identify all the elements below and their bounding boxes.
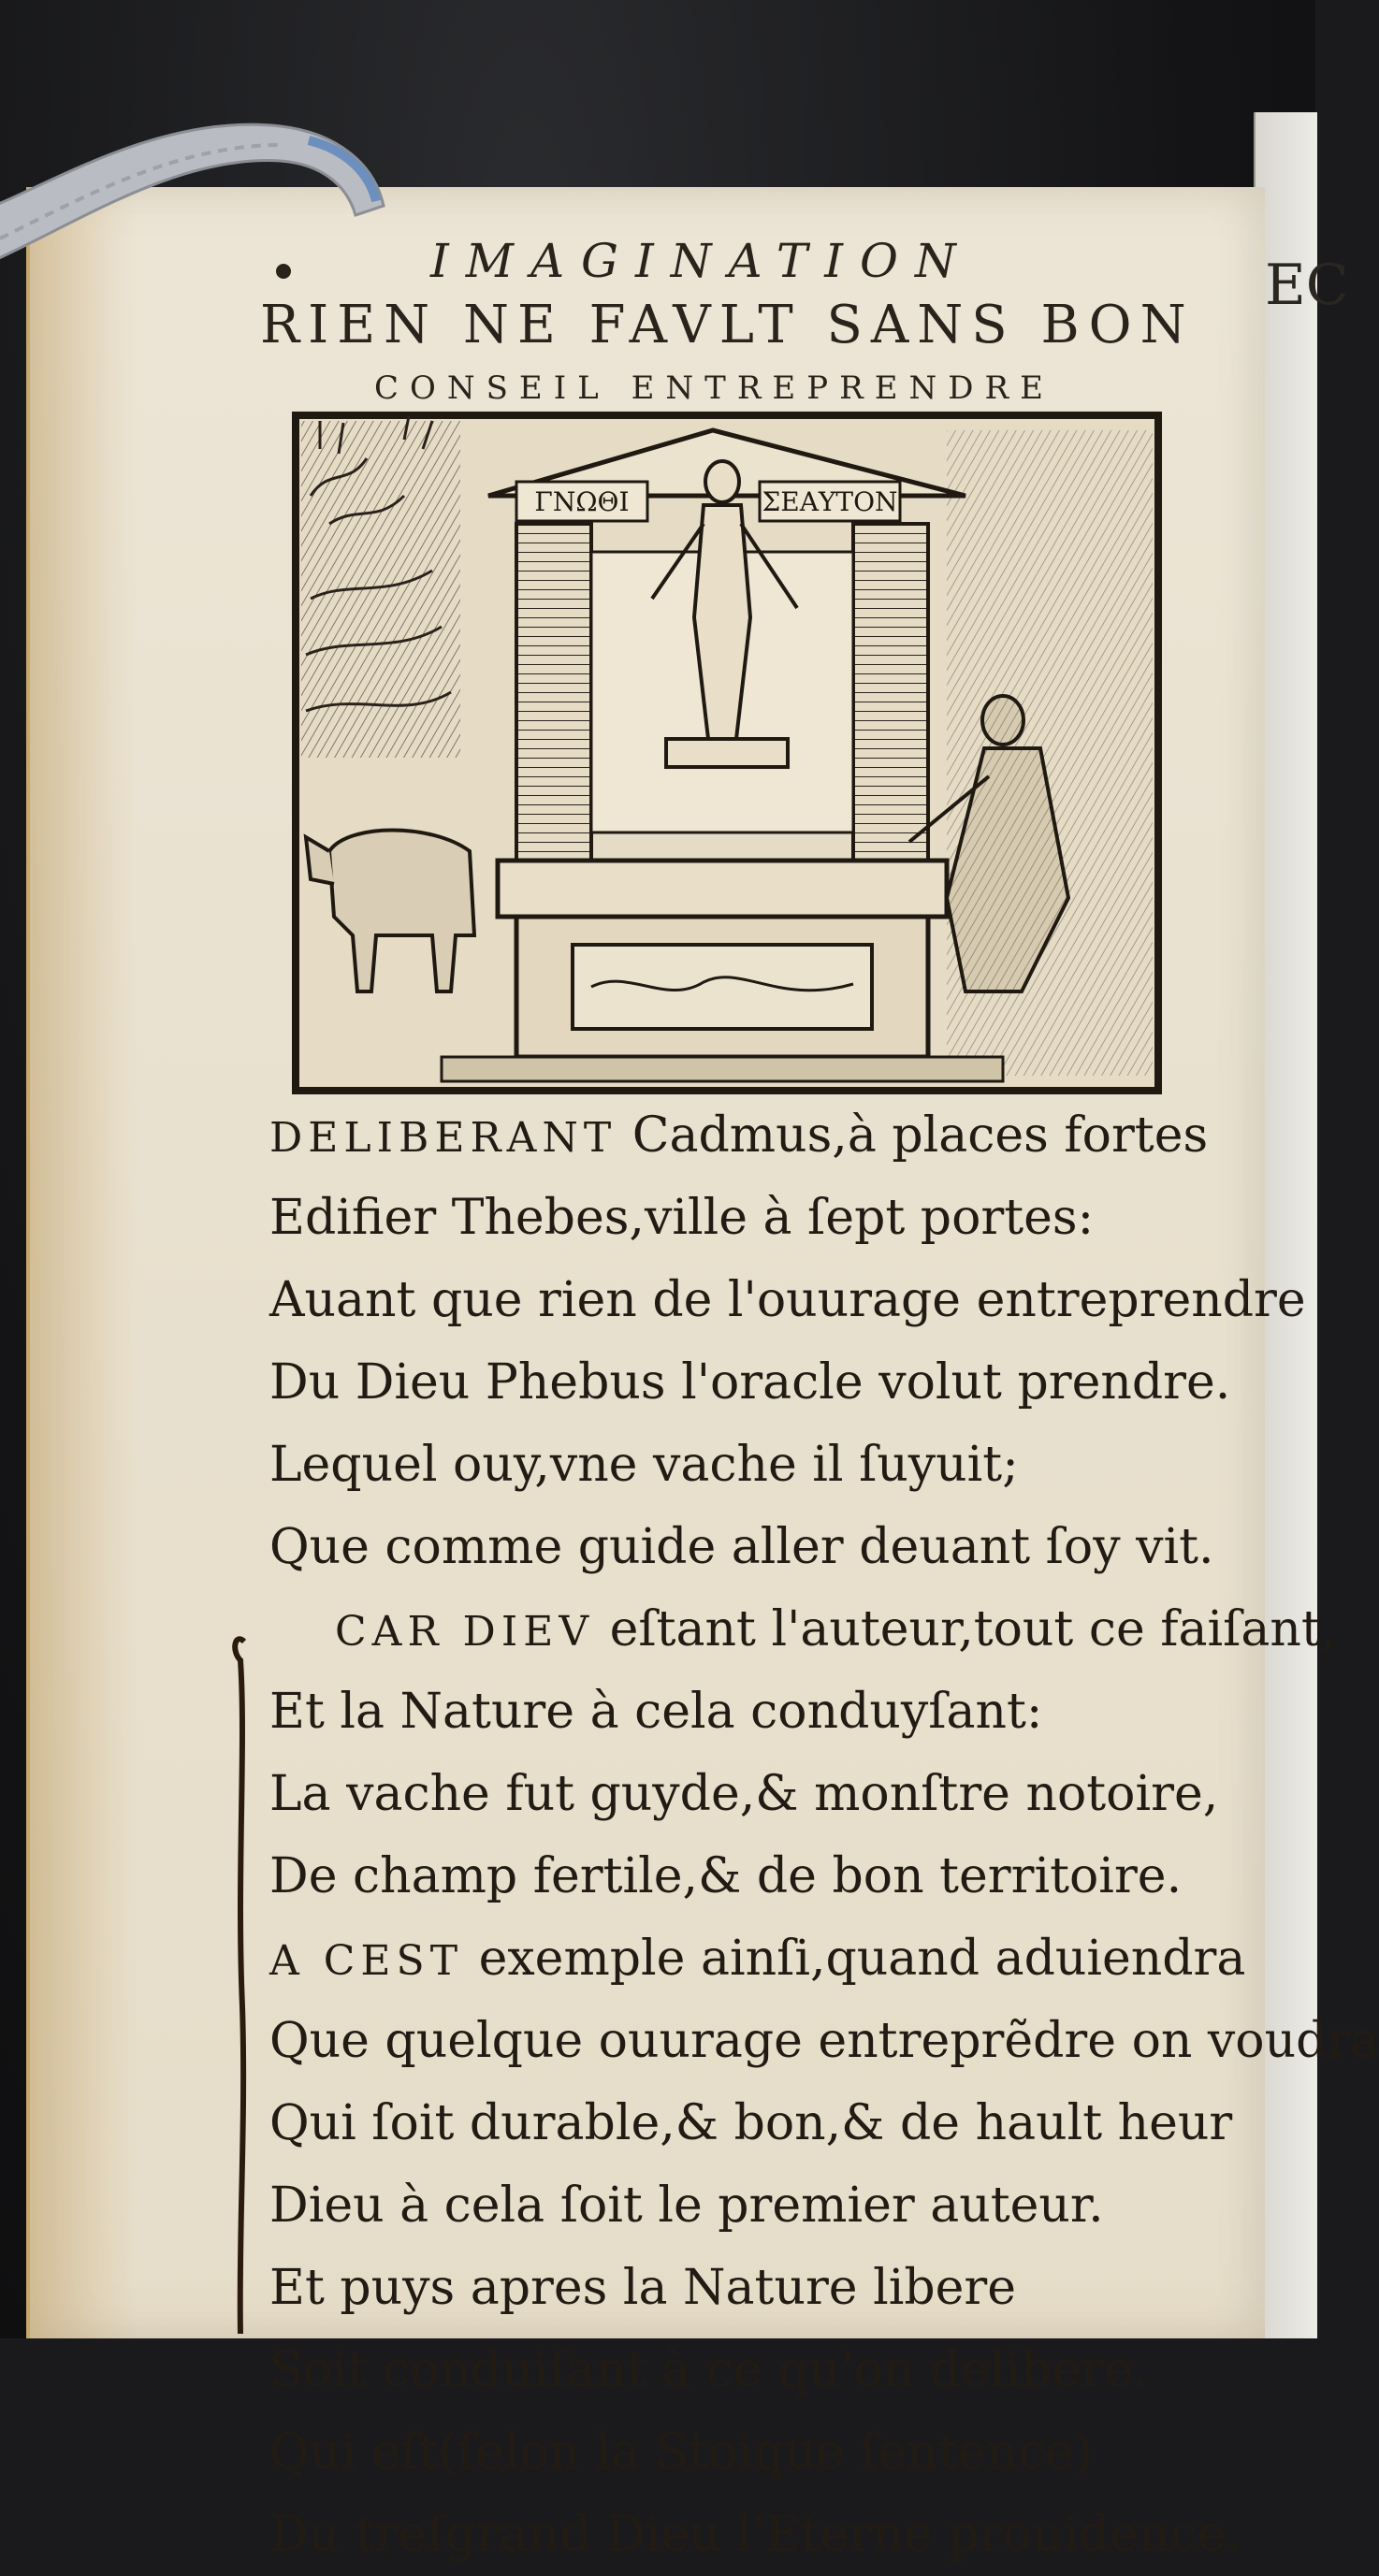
verse-line: Auant que rien de l'ouurage entreprendre xyxy=(269,1272,1306,1328)
inscription-left: ΓΝΩΘΙ xyxy=(534,486,630,517)
verse-line: Que comme guide aller deuant ſoy vit. xyxy=(269,1519,1214,1575)
verse-line: Que quelque ouurage entreprẽdre on voudra xyxy=(269,2013,1379,2069)
woodcut-illustration xyxy=(292,412,1162,1094)
margin-ink-line xyxy=(227,1632,255,2338)
verse-line: Dieu à cela ſoit le premier auteur. xyxy=(269,2178,1104,2234)
inscription-right: ΣΕΑΥΤΟΝ xyxy=(762,486,898,517)
neighbor-page-text: EC xyxy=(1265,253,1349,318)
verse-line: CAR DIEV eſtant l'auteur,tout ce faiſant, xyxy=(335,1601,1337,1657)
verse-line: Soit conduiſant à ce qu'on delibere. xyxy=(269,2342,1149,2398)
verse-line: Du treſgrand Dieu l'Eterne prouidence. xyxy=(269,2507,1241,2563)
emblem-motto-line1: RIEN NE FAVLT SANS BON xyxy=(260,295,1195,355)
verse-line: La vache fut guyde,& monſtre notoire, xyxy=(269,1766,1219,1822)
verse-line: Et la Nature à cela conduyſant: xyxy=(269,1684,1043,1740)
verse-line: A CEST exemple ainſi,quand aduiendra xyxy=(269,1931,1246,1987)
ornament-dot xyxy=(276,264,291,279)
verse-line: Du Dieu Phebus l'oracle volut prendre. xyxy=(269,1354,1231,1411)
emblem-motto-line2: CONSEIL ENTREPRENDRE xyxy=(374,369,1054,407)
verse-line: Et puys apres la Nature libere xyxy=(269,2260,1017,2316)
emblem-title: IMAGINATION xyxy=(430,234,973,288)
verse-line: Lequel ouy,vne vache il ſuyuit; xyxy=(269,1437,1019,1493)
page-edge-stain xyxy=(26,187,138,2338)
verse-line: DELIBERANT Cadmus,à places fortes xyxy=(269,1107,1209,1164)
verse-line: De champ fertile,& de bon territoire. xyxy=(269,1848,1183,1904)
verse-block xyxy=(269,1094,1379,2576)
verse-line: Qui ſoit durable,& bon,& de hault heur xyxy=(269,2095,1233,2151)
verse-line: Qui eſt(ſelon la Stoique ſentence) xyxy=(269,2424,1094,2481)
bookmark-ribbon xyxy=(0,75,412,262)
verse-line: Edifier Thebes,ville à ſept portes: xyxy=(269,1190,1095,1246)
